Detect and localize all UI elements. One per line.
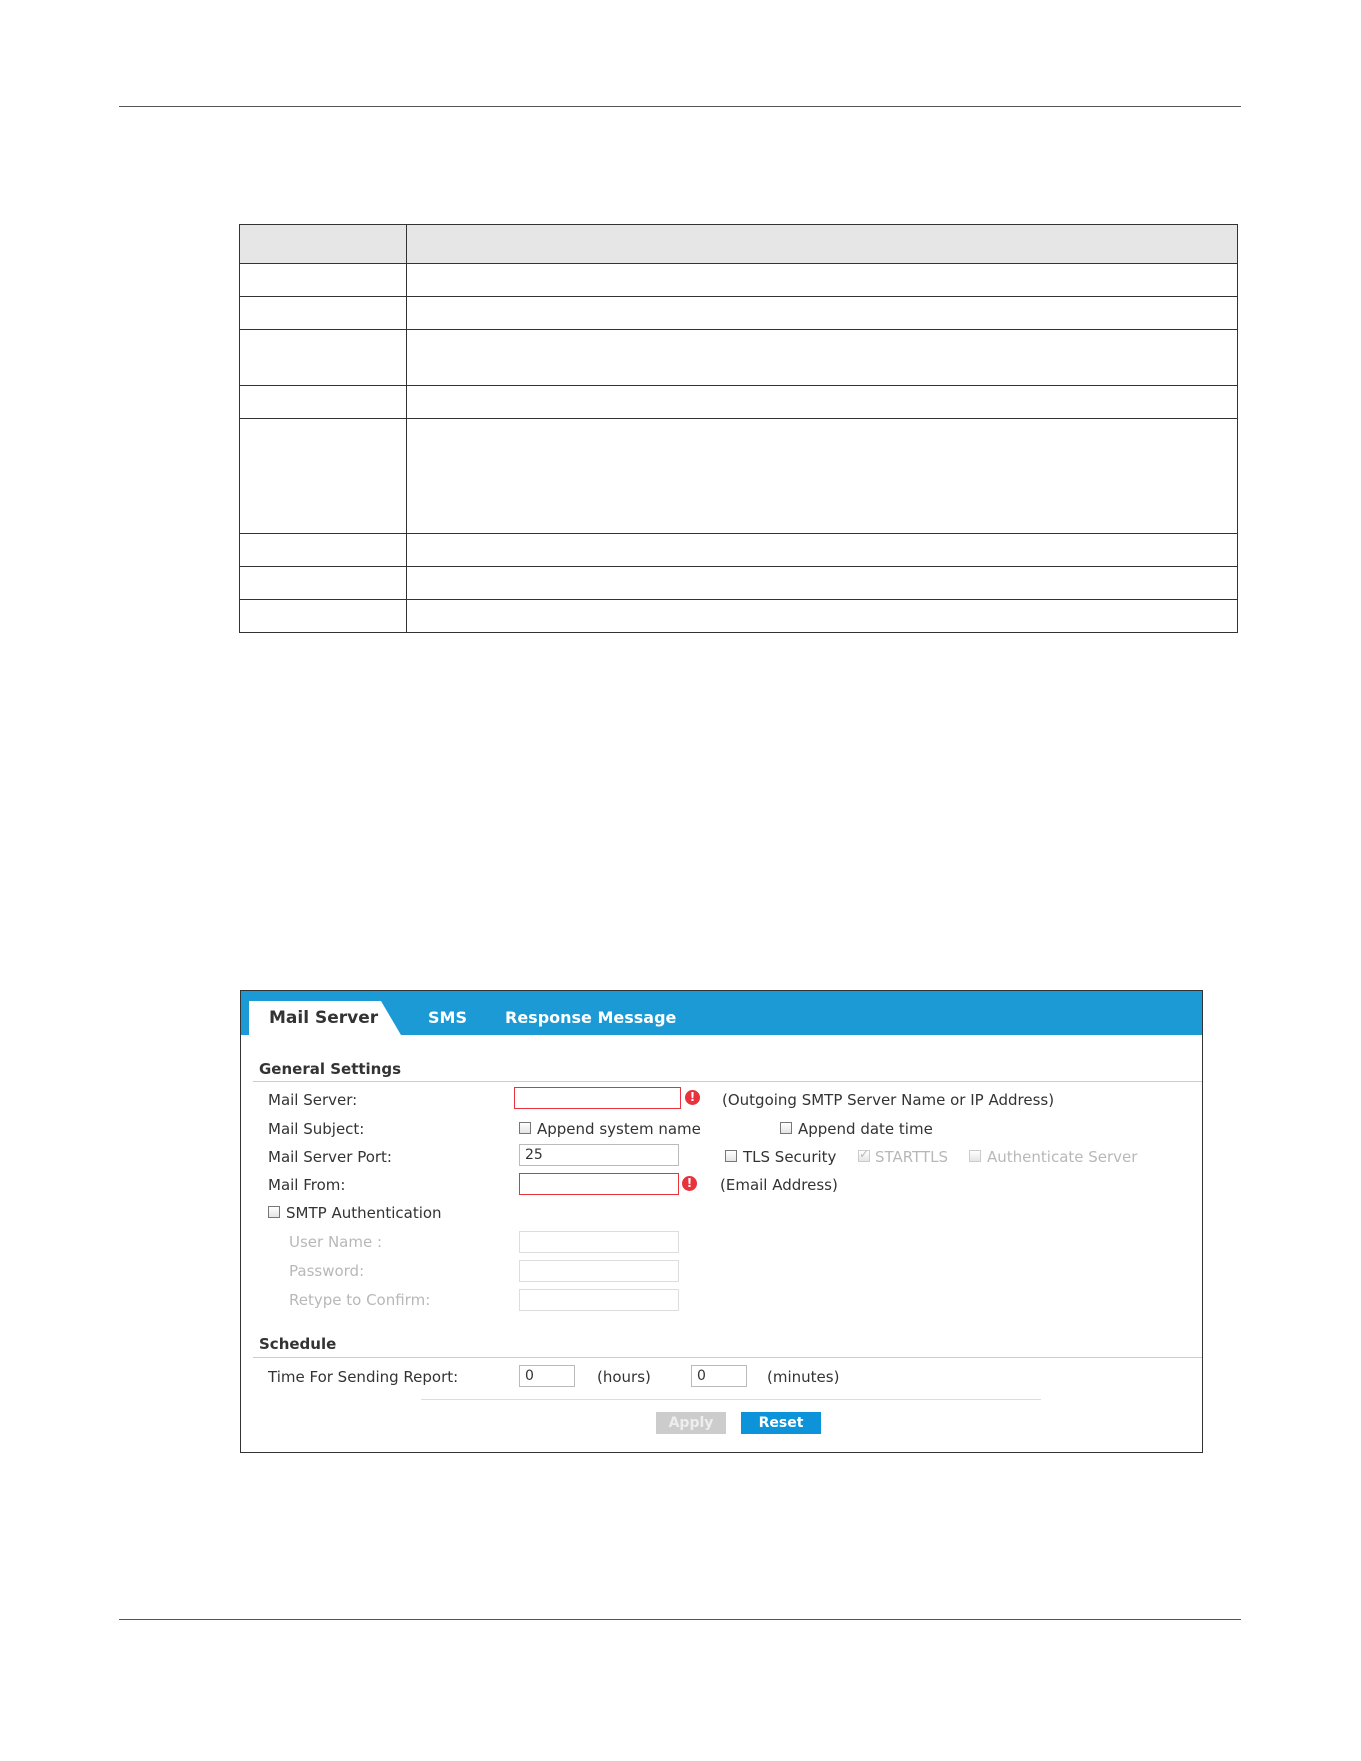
error-icon: !: [682, 1176, 697, 1191]
table-row: [240, 534, 1238, 567]
minutes-input[interactable]: [691, 1365, 747, 1387]
mail-server-port-input[interactable]: [519, 1144, 679, 1166]
general-settings-title: General Settings: [259, 1060, 402, 1078]
header-rule: [119, 106, 1241, 107]
user-name-label: User Name :: [289, 1233, 383, 1251]
tab-mail-server[interactable]: Mail Server: [249, 1001, 381, 1035]
mail-from-input[interactable]: [519, 1173, 679, 1195]
password-label: Password:: [289, 1262, 365, 1280]
authenticate-server-checkbox[interactable]: [969, 1150, 981, 1162]
error-icon: !: [685, 1090, 700, 1105]
hours-input[interactable]: [519, 1365, 575, 1387]
mail-server-label: Mail Server:: [268, 1091, 358, 1109]
tab-bar: [241, 991, 1202, 1035]
table-header-row: [240, 225, 1238, 264]
tab-sms[interactable]: SMS: [428, 1008, 467, 1027]
section-divider: [253, 1357, 1202, 1358]
password-input[interactable]: [519, 1260, 679, 1282]
table-row: [240, 264, 1238, 297]
mail-from-label: Mail From:: [268, 1176, 346, 1194]
starttls-checkbox[interactable]: [858, 1150, 870, 1162]
smtp-authentication-checkbox[interactable]: [268, 1206, 280, 1218]
mail-from-hint: (Email Address): [720, 1176, 838, 1194]
tls-security-label: TLS Security: [743, 1148, 837, 1166]
authenticate-server-label: Authenticate Server: [987, 1148, 1138, 1166]
starttls-label: STARTTLS: [875, 1148, 949, 1166]
tls-security-checkbox[interactable]: [725, 1150, 737, 1162]
retype-confirm-input[interactable]: [519, 1289, 679, 1311]
append-system-name-label: Append system name: [537, 1120, 701, 1138]
table-row: [240, 567, 1238, 600]
tab-response-message[interactable]: Response Message: [505, 1008, 677, 1027]
time-for-sending-report-label: Time For Sending Report:: [268, 1368, 459, 1386]
email-daily-report-panel: [240, 990, 1203, 1453]
table-row: [240, 297, 1238, 330]
reset-button[interactable]: Reset: [741, 1412, 821, 1434]
append-system-name-checkbox[interactable]: [519, 1122, 531, 1134]
user-name-input[interactable]: [519, 1231, 679, 1253]
table-row: [240, 330, 1238, 386]
table-row: [240, 600, 1238, 633]
schedule-title: Schedule: [259, 1335, 337, 1353]
mail-server-hint: (Outgoing SMTP Server Name or IP Address): [722, 1091, 1055, 1109]
append-date-time-label: Append date time: [798, 1120, 933, 1138]
table-row: [240, 419, 1238, 534]
footer-rule: [119, 1619, 1241, 1620]
append-date-time-checkbox[interactable]: [780, 1122, 792, 1134]
smtp-authentication-label: SMTP Authentication: [286, 1204, 442, 1222]
hours-unit: (hours): [597, 1368, 651, 1386]
mail-server-port-label: Mail Server Port:: [268, 1148, 392, 1166]
apply-button[interactable]: Apply: [656, 1412, 726, 1434]
button-divider: [421, 1399, 1041, 1400]
document-table: [239, 224, 1238, 633]
minutes-unit: (minutes): [767, 1368, 840, 1386]
mail-server-input[interactable]: [514, 1087, 681, 1109]
retype-confirm-label: Retype to Confirm:: [289, 1291, 431, 1309]
section-divider: [253, 1081, 1202, 1082]
mail-subject-label: Mail Subject:: [268, 1120, 365, 1138]
table-row: [240, 386, 1238, 419]
